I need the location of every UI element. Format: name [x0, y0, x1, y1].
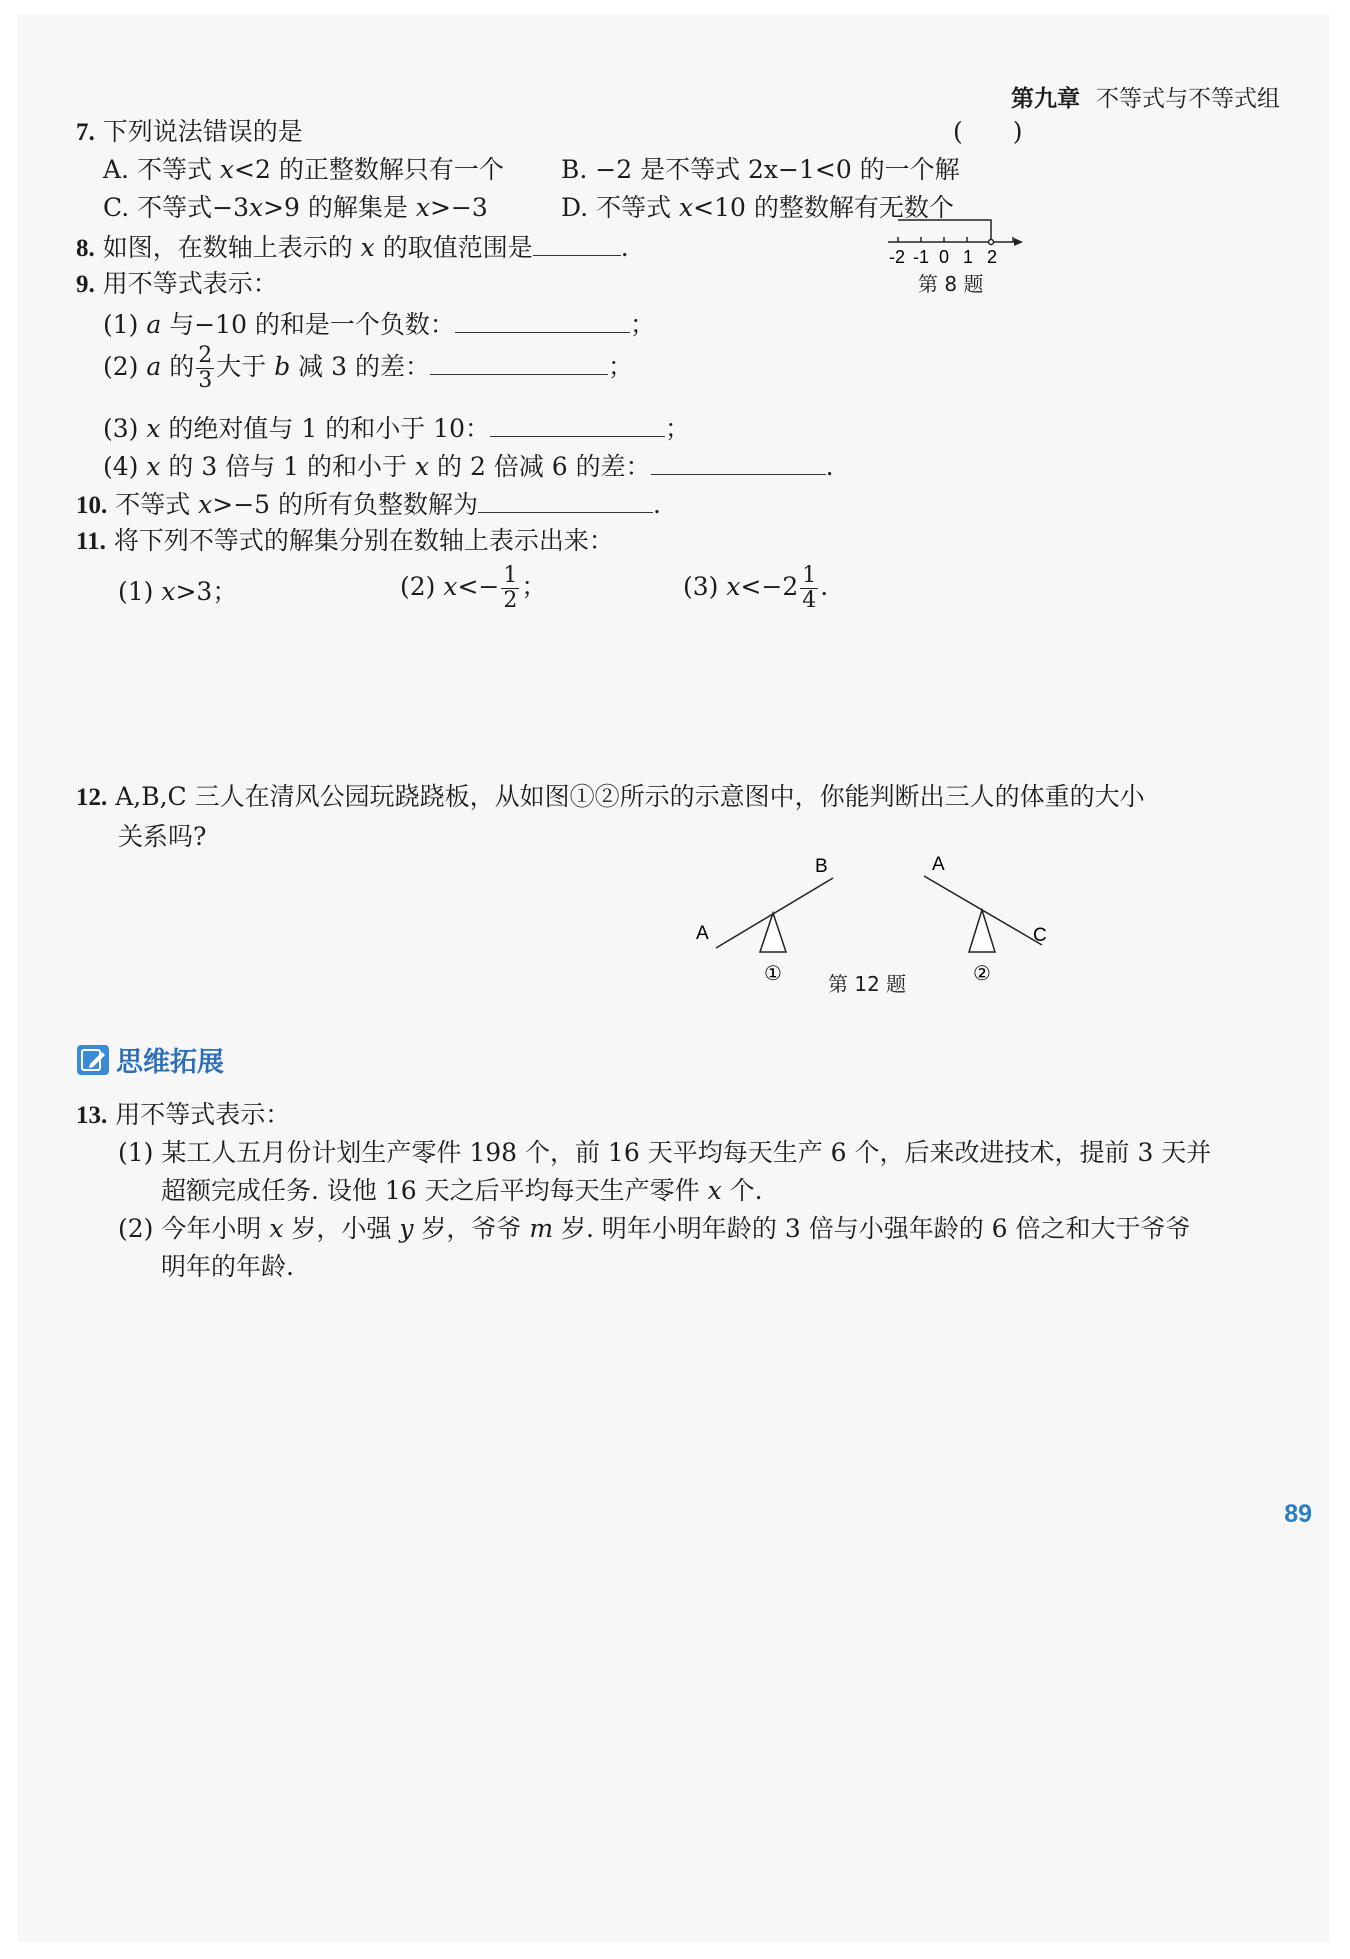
question-8: 8. 如图，在数轴上表示的 x 的取值范围是 .	[76, 233, 629, 262]
fraction: $\frac{1}{2}$	[503, 563, 518, 613]
tick-label: -2	[889, 247, 906, 267]
figure-mark: ①	[764, 963, 782, 985]
question-12-line2: 关系吗?	[118, 822, 207, 851]
figure-8-caption: 第 8 题	[918, 272, 984, 296]
tick-label: 1	[963, 247, 974, 267]
fulcrum-triangle	[969, 910, 995, 952]
answer-blank[interactable]	[478, 488, 653, 513]
q9-item-1: (1) a 与−10 的和是一个负数： ；	[103, 310, 655, 339]
question-9: 9. 用不等式表示：	[76, 269, 278, 298]
option-a: A. 不等式 x<2 的正整数解只有一个	[103, 155, 504, 184]
arrow-head-icon	[1014, 238, 1023, 246]
seesaw-2	[924, 854, 1047, 985]
q11-item-1: (1) x>3；	[118, 577, 238, 606]
question-7: 7. 下列说法错误的是	[76, 117, 303, 146]
answer-blank[interactable]	[533, 231, 621, 256]
q9-item-2: (2) a 的 $\frac{2}{3}$ 大于 b 减 3 的差： ；	[103, 343, 633, 393]
person-label: A	[696, 923, 709, 944]
fraction: $\frac{2}{3}$	[198, 343, 213, 393]
question-12: 12. A,B,C 三人在清风公园玩跷跷板，从如图①②所示的示意图中，你能判断出三人的体重的大小	[76, 782, 1145, 811]
q11-item-3: (3) x<−2 $\frac{1}{4}$ .	[683, 563, 829, 613]
pencil-square-icon	[76, 1044, 110, 1076]
tick-label: 2	[987, 247, 998, 267]
tick-label: -1	[913, 247, 930, 267]
person-label: B	[815, 856, 828, 877]
question-11: 11. 将下列不等式的解集分别在数轴上表示出来：	[76, 526, 614, 555]
option-d: D. 不等式 x<10 的整数解有无数个	[561, 193, 954, 222]
q13-item-2-line2: 明年的年龄.	[161, 1252, 294, 1281]
q9-item-3: (3) x 的绝对值与 1 的和小于 10： ；	[103, 414, 691, 443]
person-label: C	[1033, 925, 1047, 946]
question-13: 13. 用不等式表示：	[76, 1100, 291, 1129]
question-10: 10. 不等式 x>−5 的所有负整数解为 .	[76, 490, 661, 519]
q13-item-1-line2: 超额完成任务. 设他 16 天之后平均每天生产零件 x 个.	[161, 1176, 763, 1205]
q13-item-1: (1) 某工人五月份计划生产零件 198 个，前 16 天平均每天生产 6 个，后来改进技术，提前 3 天并	[118, 1138, 1212, 1167]
chapter-title: 不等式与不等式组	[1096, 86, 1280, 112]
figure-12-caption: 第 12 题	[828, 972, 907, 996]
option-c: C. 不等式−3x>9 的解集是 x>−3	[103, 193, 488, 222]
answer-blank[interactable]	[490, 412, 665, 437]
section-header	[76, 1040, 224, 1079]
page-number: 89	[1284, 1500, 1312, 1528]
workbook-page	[18, 14, 1330, 1942]
answer-blank[interactable]	[455, 308, 630, 333]
question-text: 下列说法错误的是	[102, 117, 303, 146]
section-title: 思维拓展	[116, 1047, 224, 1078]
answer-paren: ( )	[953, 117, 1023, 146]
answer-blank[interactable]	[651, 450, 826, 475]
fraction: $\frac{1}{4}$	[802, 563, 817, 613]
open-circle	[989, 240, 994, 245]
figure-mark: ②	[973, 963, 991, 985]
seesaw-1	[696, 856, 833, 985]
tick-label: 0	[939, 247, 950, 267]
q11-item-2: (2) x<− $\frac{1}{2}$ ；	[400, 563, 547, 613]
chapter-header	[1011, 80, 1280, 113]
chapter-number: 第九章	[1011, 86, 1080, 112]
option-b: B. −2 是不等式 2x−1<0 的一个解	[561, 155, 960, 184]
q13-item-2: (2) 今年小明 x 岁，小强 y 岁，爷爷 m 岁. 明年小明年龄的 3 倍与小强年龄的 6 倍之和大于爷爷	[118, 1214, 1191, 1243]
q9-item-4: (4) x 的 3 倍与 1 的和小于 x 的 2 倍减 6 的差： .	[103, 452, 834, 481]
person-label: A	[932, 854, 945, 875]
answer-blank[interactable]	[430, 350, 608, 375]
